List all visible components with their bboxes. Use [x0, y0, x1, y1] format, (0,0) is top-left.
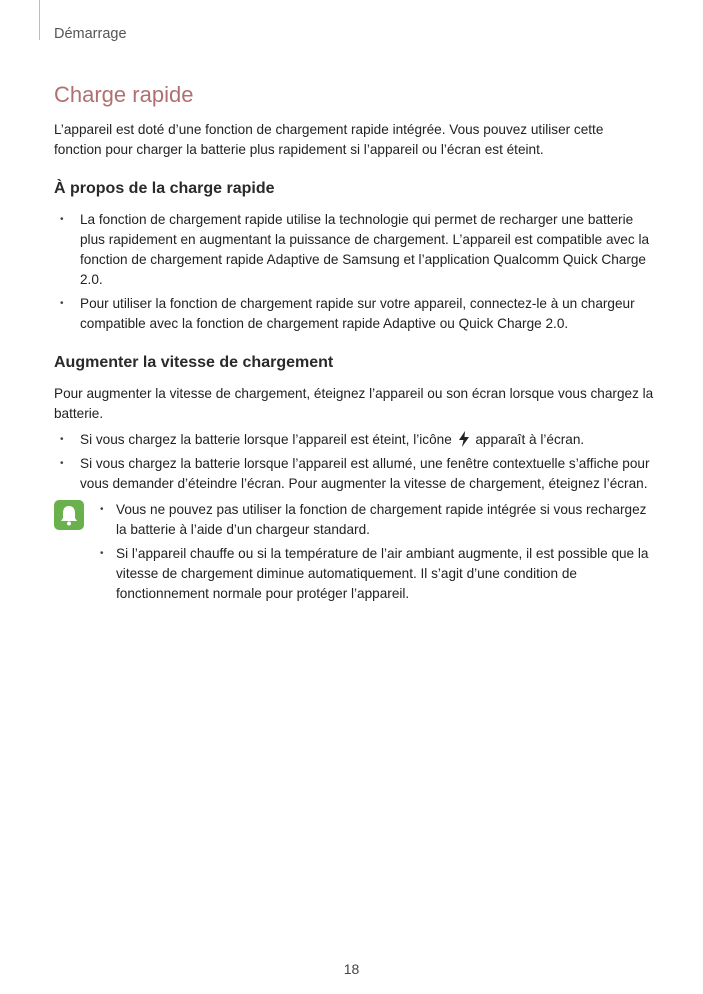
margin-rule — [39, 0, 40, 40]
speed-intro: Pour augmenter la vitesse de chargement, éteignez l’appareil ou son écran lorsque vous chargez la batterie. — [54, 386, 654, 421]
note-list — [104, 500, 654, 608]
bullet-text-before-icon: Si vous chargez la batterie lorsque l’appareil est éteint, l’icône — [80, 432, 452, 447]
page-content — [54, 80, 654, 608]
section-heading-about: À propos de la charge rapide — [54, 180, 275, 197]
section-heading-speed: Augmenter la vitesse de chargement — [54, 354, 334, 371]
list-item: • Pour utiliser la fonction de chargement rapide sur votre appareil, connectez-le à un chargeur compatible avec la fonction de chargement rapide Adaptive ou Quick Charge 2.0. — [54, 294, 654, 334]
speed-list — [54, 430, 654, 494]
page-number: 18 — [343, 961, 360, 977]
list-item — [54, 430, 654, 450]
intro-paragraph: L’appareil est doté d’une fonction de chargement rapide intégrée. Vous pouvez utiliser cette fonction pour charger la batterie plus rapidement si l’appareil ou l’écran est éteint. — [54, 122, 604, 157]
list-item: • Si l’appareil chauffe ou si la température de l’air ambiant augmente, il est possible que la vitesse de chargement diminue automatiquement. Il s’agit d’une condition de fonctionnement normale pour protéger l’appareil. — [104, 544, 654, 604]
list-item: • Vous ne pouvez pas utiliser la fonction de chargement rapide intégrée si vous rechargez la batterie à l’aide d’un chargeur standard. — [104, 500, 654, 540]
list-item: • La fonction de chargement rapide utilise la technologie qui permet de recharger une batterie plus rapidement en augmentant la puissance de chargement. L’appareil est compatible avec la fonction de chargement rapide Adaptive de Samsung et l’application Qualcomm Quick Charge 2.0. — [54, 210, 654, 290]
list-item: • Si vous chargez la batterie lorsque l’appareil est allumé, une fenêtre contextuelle s’affiche pour vous demander d’éteindre l’écran. Pour augmenter la vitesse de chargement, éteignez l’écran. — [54, 454, 654, 494]
lightning-bolt-icon — [458, 431, 470, 447]
page-title: Charge rapide — [54, 82, 194, 107]
section-header: Démarrage — [54, 26, 127, 42]
bullet-text-after-icon: apparaît à l’écran. — [475, 432, 585, 447]
about-list — [54, 210, 654, 334]
note-block — [54, 500, 654, 608]
bell-icon — [54, 500, 84, 530]
